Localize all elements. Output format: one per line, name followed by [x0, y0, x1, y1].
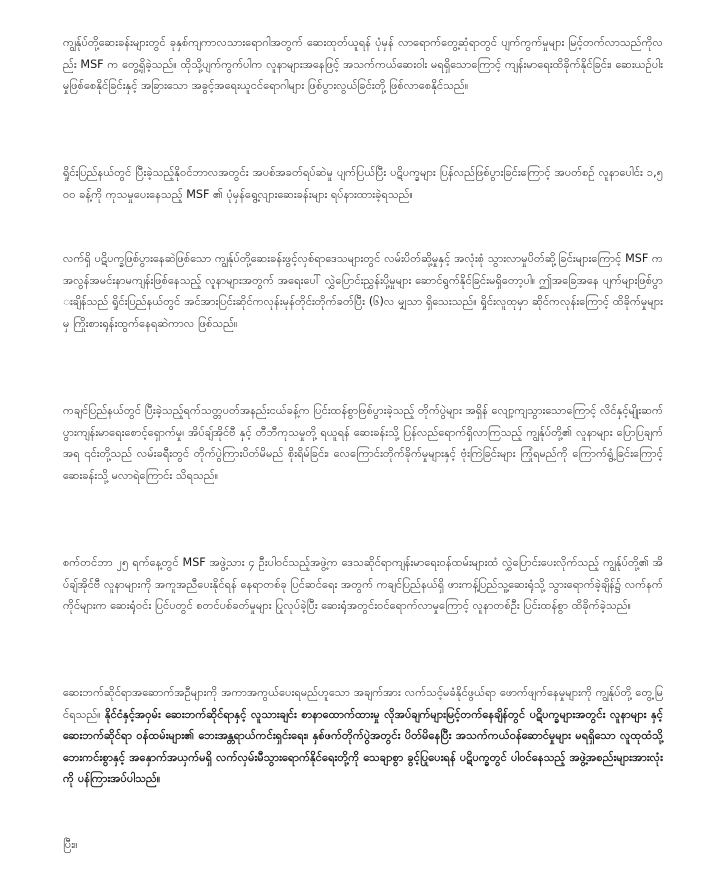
paragraph-3: လက်ရှိ ပဋိပက္ခဖြစ်ပွားနေဆဲဖြစ်သော ကျွန်ုပ်တို့ဆေးခန်းဖွင့်လှစ်ရာဒေသများတွင် လမ်းပိတ်ဆို့မှုနှင့် အလုံးစုံ သွားလာမှုပိတ်ဆို့ခြင်းများကြောင့် MSF က အလွန်အမင်းနာမကျန်းဖြစ်နေသည့် လူနာများအတွက် အရေးပေါ် လွှဲပြောင်းညွှန်းပို့မှုများ ဆောင်ရွက်နိုင်ခြင်းမရှိတော့ပါ။ ဤအခြေအနေ ပျက်များဖြစ်ပွားချိန်သည် ရှိုင်းပြည်နယ်တွင် အင်အားပြင်းဆိုင်ကလုန်းမုန်တိုင်းတိုက်ခတ်ပြီး (၆)လ မျှသာ ရှိသေးသည်။ ရှိုင်းလူထုမှာ ဆိုင်ကလုန်းကြောင့် ထိခိုက်မှုများမှ ကြိုးစားရုန်းထွက်နေရဆဲကာလ ဖြစ်သည်။ [63, 252, 663, 330]
document-ending: ပြီး။ [63, 838, 78, 851]
paragraph-6-bold-appeal: နိုင်ငံနှင့်အဝှမ်း ဆေးဘက်ဆိုင်ရာနှင့် လူသားချင်း စာနာထောက်ထားမှု လိုအပ်ချက်များမြင့်တက်နေချိန်တွင် ပဋိပက္ခများအတွင်း လူနာများ နှင့် ဆေးဘက်ဆိုင်ရာ ဝန်ထမ်းများ၏ ဘေးအန္တရာယ်ကင်းရှင်းရေး၊ နှစ်ဖက်တိုက်ပွဲအတွင်း ပိတ်မိနေပြီး အသက်ကယ်ဝန်ဆောင်မှုများ မရရှိသော လူထုထံသို့ ဘေးကင်းစွာနှင့် အနှောက်အယှက်မရှိ လက်လှမ်းမီသွားရောက်နိုင်ရေးတို့ကို သေချာစွာ ခွင့်ပြုပေးရန် ပဋိပက္ခတွင် ပါဝင်နေသည့် အဖွဲ့အစည်းများအားလုံးကို ပန်ကြားအပ်ပါသည်။ [63, 707, 663, 785]
paragraph-6 [63, 682, 663, 812]
paragraph-1: ကျွန်ုပ်တို့ဆေးခန်းများတွင် ခုနှစ်ကျကာလသားရောဂါအတွက် ဆေးထုတ်ယူရန် ပုံမှန် လာရောက်တွေ့ဆုံရာတွင် ပျက်ကွက်မှုများ မြင့်တက်လာသည်ကိုလည်း MSF က တွေ့ရှိခဲ့သည်။ ထိုသို့ပျက်ကွက်ပါက လူနာများအနေဖြင့် အသက်ကယ်ဆေးဝါး မရရှိသောကြောင့် ကျန်းမာရေးထိခိုက်နိုင်ခြင်း၊ ဆေးယဉ်ပါးမှုဖြစ်စေနိုင်ခြင်းနှင့် အခြားသော အခွင့်အရေးယူငင်ရောဂါများ ဖြစ်ပွားလွယ်ခြင်းတို့ ဖြစ်လာစေနိုင်သည်။ [63, 36, 663, 92]
paragraph-4: ကချင်ပြည်နယ်တွင် ပြီးခဲ့သည့်ရက်သတ္တပတ်အနည်းငယ်ခန့်က ပြင်းထန်စွာဖြစ်ပွားခဲ့သည့် တိုက်ပွဲများ အရှိန် လျော့ကျသွားသောကြောင့် လိင်နှင့်မျိုးဆက်ပွားကျန်းမာရေးစောင့်ရှောက်မှု၊ အိပ်ချ်အိုင်ဗီ နှင့် တီဘီကုသမှုတို့ ရယူရန် ဆေးခန်းသို့ ပြန်လည်ရောက်ရှိလာကြသည့် ကျွန်ုပ်တို့၏ လူနာများ ပြောပြချက်အရ ၎င်းတို့သည် လမ်းခရီးတွင် တိုက်ပွဲကြားပိတ်မိမည် စိုးရိမ်ခြင်း၊ လေကြောင်းတိုက်ခိုက်မှုများနှင့် ဗုံးကြဲခြင်းများ ကြုံရမည်ကို ကြောက်ရွံ့ခြင်းကြောင့် ဆေးခန်းသို့ မလာရဲကြောင်း သိရသည်။ [63, 404, 663, 482]
paragraph-6-regular-text: ဆေးဘက်ဆိုင်ရာအဆောက်အဦများကို အကာအကွယ်ပေးရမည်ဟူသော အချက်အား လက်သင့်မခံနိုင်ဖွယ်ရာ ဖောက်ဖျက်နေမှုများကို ကျွန်ုပ်တို့ တွေ့မြင်ရသည်။ [63, 686, 663, 721]
paragraph-5: စက်တင်ဘာ ၂၅ ရက်နေ့တွင် MSF အဖွဲ့သား ၄ ဦးပါဝင်သည့်အဖွဲ့က ဒေသဆိုင်ရာကျန်းမာရေးဝန်ထမ်းများထံ လွှဲပြောင်းပေးလိုက်သည့် ကျွန်ုပ်တို့၏ အိပ်ချ်အိုင်ဗီ လူနာများကို အကူအညီပေးနိုင်ရန် နေရာတစ်ခု ပြင်ဆင်ရေး အတွက် ကချင်ပြည်နယ်ရှိ ဖားကန့်ပြည်သူ့ဆေးရုံသို့ သွားရောက်ခဲ့ချိန်၌ လက်နက်ကိုင်များက ဆေးရုံဝင်း ပြင်ပတွင် စတင်ပစ်ခတ်မှုများ ပြုလုပ်ခဲ့ပြီး ဆေးရုံအတွင်းဝင်ရောက်လာမှုကြောင့် လူနာတစ်ဦး ပြင်းထန်စွာ ထိခိုက်ခဲ့သည်။ [63, 556, 663, 612]
paragraph-2: ရှိုင်းပြည်နယ်တွင် ပြီးခဲ့သည့်နိုဝင်ဘာလအတွင်း အပစ်အခတ်ရပ်ဆဲမှု ပျက်ပြယ်ပြီး ပဋိပက္ခများ ပြန်လည်ဖြစ်ပွားခြင်းကြောင့် အပတ်စဉ် လူနာပေါင်း ၁,၅၀၀ ခန့်ကို ကုသမှုပေးနေသည့် MSF ၏ ပုံမှန်ရွေ့လျားဆေးခန်းများ ရပ်နားထားခဲ့ရသည်။ [63, 166, 663, 201]
document-page [63, 32, 663, 878]
